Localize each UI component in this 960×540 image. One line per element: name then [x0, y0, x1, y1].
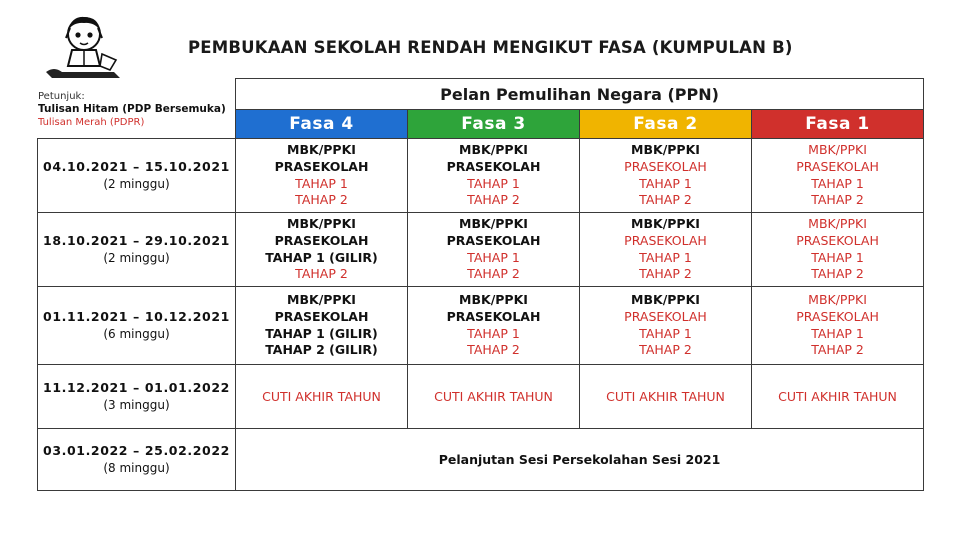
phase-cell	[752, 287, 924, 365]
group-label: PRASEKOLAH	[796, 158, 879, 174]
group-label: TAHAP 1	[639, 175, 692, 191]
phase-cell	[236, 287, 408, 365]
holiday-cell: CUTI AKHIR TAHUN	[236, 365, 408, 429]
phase-cell	[580, 213, 752, 287]
group-label: TAHAP 2	[811, 192, 864, 208]
page-title: PEMBUKAAN SEKOLAH RENDAH MENGIKUT FASA (KUMPULAN B)	[188, 38, 793, 57]
group-label: TAHAP 1	[811, 325, 864, 341]
table-row	[38, 365, 924, 429]
group-label: PRASEKOLAH	[446, 308, 541, 324]
phase-header-fasa-3: Fasa 3	[408, 110, 580, 139]
group-label: TAHAP 1 (GILIR)	[265, 249, 378, 265]
group-label: TAHAP 1	[467, 325, 520, 341]
group-label: TAHAP 2	[295, 192, 348, 208]
date-range: 01.11.2021 – 10.12.2021	[43, 308, 230, 324]
group-label: PRASEKOLAH	[274, 158, 369, 174]
duration-weeks: (3 minggu)	[103, 397, 170, 412]
date-cell	[38, 213, 236, 287]
group-label: PRASEKOLAH	[796, 308, 879, 324]
group-label: TAHAP 2	[639, 266, 692, 282]
phase-cell	[236, 213, 408, 287]
phase-cell	[236, 139, 408, 213]
phase-header-fasa-4: Fasa 4	[236, 110, 408, 139]
group-label: PRASEKOLAH	[274, 308, 369, 324]
table-row	[38, 139, 924, 213]
date-cell	[38, 365, 236, 429]
phase-cell	[580, 287, 752, 365]
group-label: PRASEKOLAH	[624, 158, 707, 174]
group-label: TAHAP 1	[639, 325, 692, 341]
date-range: 18.10.2021 – 29.10.2021	[43, 232, 230, 248]
duration-weeks: (2 minggu)	[103, 176, 170, 191]
group-label: TAHAP 1	[639, 249, 692, 265]
group-label: TAHAP 2	[467, 266, 520, 282]
duration-weeks: (2 minggu)	[103, 250, 170, 265]
table-row	[38, 287, 924, 365]
group-label: MBK/PPKI	[459, 292, 528, 308]
duration-weeks: (8 minggu)	[103, 460, 170, 475]
group-label: MBK/PPKI	[459, 142, 528, 158]
group-label: PRASEKOLAH	[624, 232, 707, 248]
phase-cell	[408, 213, 580, 287]
legend-label: Petunjuk:	[38, 91, 85, 102]
group-label: TAHAP 2	[811, 342, 864, 358]
phase-cell	[580, 139, 752, 213]
group-label: PRASEKOLAH	[796, 232, 879, 248]
group-label: MBK/PPKI	[808, 216, 867, 232]
duration-weeks: (6 minggu)	[103, 326, 170, 341]
group-label: PRASEKOLAH	[446, 158, 541, 174]
legend	[38, 90, 236, 129]
date-cell	[38, 287, 236, 365]
group-label: MBK/PPKI	[287, 142, 356, 158]
group-label: TAHAP 2	[467, 342, 520, 358]
phase-cell	[752, 139, 924, 213]
date-cell	[38, 139, 236, 213]
group-label: MBK/PPKI	[459, 216, 528, 232]
table-row	[38, 429, 924, 491]
legend-red-text: Tulisan Merah (PDPR)	[38, 117, 145, 128]
group-label: MBK/PPKI	[631, 292, 700, 308]
date-cell	[38, 429, 236, 491]
holiday-cell: CUTI AKHIR TAHUN	[752, 365, 924, 429]
group-label: PRASEKOLAH	[274, 232, 369, 248]
ppn-header: Pelan Pemulihan Negara (PPN)	[236, 79, 924, 110]
schedule-table	[37, 78, 924, 491]
group-label: TAHAP 1 (GILIR)	[265, 325, 378, 341]
phase-header-fasa-2: Fasa 2	[580, 110, 752, 139]
legend-black-text: Tulisan Hitam (PDP Bersemuka)	[38, 103, 226, 115]
table-row	[38, 213, 924, 287]
continuation-cell: Pelanjutan Sesi Persekolahan Sesi 2021	[236, 429, 924, 491]
group-label: MBK/PPKI	[631, 142, 700, 158]
group-label: TAHAP 1	[295, 175, 348, 191]
phase-cell	[408, 139, 580, 213]
group-label: TAHAP 1	[467, 249, 520, 265]
mascot-logo	[44, 8, 124, 86]
date-range: 11.12.2021 – 01.01.2022	[43, 379, 230, 395]
group-label: TAHAP 2	[639, 342, 692, 358]
group-label: TAHAP 1	[811, 249, 864, 265]
group-label: MBK/PPKI	[808, 292, 867, 308]
phase-cell	[752, 213, 924, 287]
group-label: TAHAP 2 (GILIR)	[265, 342, 378, 358]
holiday-cell: CUTI AKHIR TAHUN	[580, 365, 752, 429]
group-label: MBK/PPKI	[631, 216, 700, 232]
holiday-cell: CUTI AKHIR TAHUN	[408, 365, 580, 429]
group-label: TAHAP 1	[467, 175, 520, 191]
group-label: MBK/PPKI	[287, 216, 356, 232]
group-label: MBK/PPKI	[808, 142, 867, 158]
group-label: TAHAP 2	[811, 266, 864, 282]
group-label: PRASEKOLAH	[624, 308, 707, 324]
group-label: MBK/PPKI	[287, 292, 356, 308]
group-label: TAHAP 2	[467, 192, 520, 208]
group-label: TAHAP 2	[295, 266, 348, 282]
phase-cell	[408, 287, 580, 365]
group-label: PRASEKOLAH	[446, 232, 541, 248]
group-label: TAHAP 1	[811, 175, 864, 191]
date-range: 04.10.2021 – 15.10.2021	[43, 158, 230, 174]
phase-header-fasa-1: Fasa 1	[752, 110, 924, 139]
group-label: TAHAP 2	[639, 192, 692, 208]
date-range: 03.01.2022 – 25.02.2022	[43, 442, 230, 458]
